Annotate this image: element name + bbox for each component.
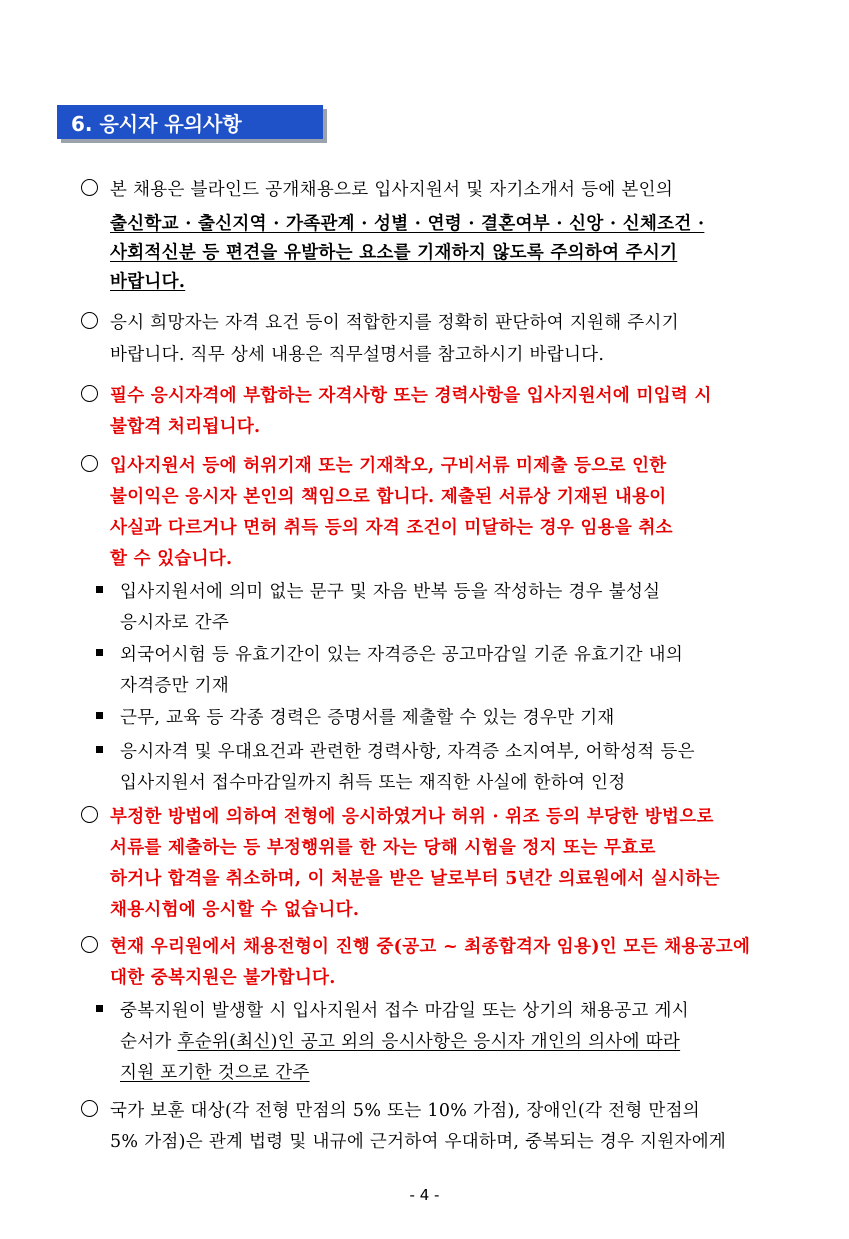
square-bullet-icon xyxy=(96,712,103,719)
text-line: 대한 중복지원은 불가합니다. xyxy=(110,968,336,988)
text-line: 불합격 처리됩니다. xyxy=(110,417,261,437)
section-heading xyxy=(57,105,323,139)
square-bullet-icon xyxy=(96,1005,103,1012)
text-segment-underlined: 후순위(최신)인 공고 외의 응시사항은 응시자 개인의 의사에 따라 xyxy=(177,1032,681,1052)
text-line: 중복지원이 발생할 시 입사지원서 접수 마감일 또는 상기의 채용공고 게시 xyxy=(120,1001,689,1021)
text-line: 할 수 있습니다. xyxy=(110,549,233,569)
text-segment: 순서가 xyxy=(120,1032,178,1052)
text-line: 사실과 다르거나 면허 취득 등의 자격 조건이 미달하는 경우 임용을 취소 xyxy=(110,518,673,538)
text-line: 국가 보훈 대상(각 전형 만점의 5% 또는 10% 가점), 장애인(각 전형 만점의 xyxy=(110,1101,701,1121)
text-line: 입사지원서에 의미 없는 문구 및 자음 반복 등을 작성하는 경우 불성실 xyxy=(120,582,661,602)
text-line: 5% 가점)은 관계 법령 및 내규에 근거하여 우대하며, 중복되는 경우 지원자에게 xyxy=(110,1132,727,1152)
text-line: 부정한 방법에 의하여 전형에 응시하였거나 허위 · 위조 등의 부당한 방법으로 xyxy=(110,807,714,827)
square-bullet-icon xyxy=(96,649,103,656)
text-line: 서류를 제출하는 등 부정행위를 한 자는 당해 시험을 정지 또는 무효로 xyxy=(110,838,656,858)
text-line xyxy=(120,1028,680,1053)
text-line: 불이익은 응시자 본인의 책임으로 합니다. 제출된 서류상 기재된 내용이 xyxy=(110,487,667,507)
text-line: 하거나 합격을 취소하며, 이 처분을 받은 날로부터 5년간 의료원에서 실시하는 xyxy=(110,869,720,889)
text-line: 응시 희망자는 자격 요건 등이 적합한지를 정확히 판단하여 지원해 주시기 xyxy=(110,313,679,333)
text-line: 필수 응시자격에 부합하는 자격사항 또는 경력사항을 입사지원서에 미입력 시 xyxy=(110,386,712,406)
text-line: 본 채용은 블라인드 공개채용으로 입사지원서 및 자기소개서 등에 본인의 xyxy=(110,180,674,200)
text-line: 출신학교 · 출신지역 · 가족관계 · 성별 · 연령 · 결혼여부 · 신앙 · 신체조건 · xyxy=(110,214,705,234)
text-line: 바랍니다. 직무 상세 내용은 직무설명서를 참고하시기 바랍니다. xyxy=(110,345,605,365)
circle-bullet-icon xyxy=(81,312,98,329)
circle-bullet-icon xyxy=(81,179,98,196)
text-line: 응시자격 및 우대요건과 관련한 경력사항, 자격증 소지여부, 어학성적 등은 xyxy=(120,742,695,762)
circle-bullet-icon xyxy=(81,455,98,472)
text-line: 입사지원서 접수마감일까지 취득 또는 재직한 사실에 한하여 인정 xyxy=(120,773,626,793)
circle-bullet-icon xyxy=(81,936,98,953)
text-line: 응시자로 간주 xyxy=(120,613,230,633)
text-line: 외국어시험 등 유효기간이 있는 자격증은 공고마감일 기준 유효기간 내의 xyxy=(120,645,684,665)
circle-bullet-icon xyxy=(81,385,98,402)
text-line: 입사지원서 등에 허위기재 또는 기재착오, 구비서류 미제출 등으로 인한 xyxy=(110,456,667,476)
text-line: 지원 포기한 것으로 간주 xyxy=(120,1063,310,1083)
text-line: 채용시험에 응시할 수 없습니다. xyxy=(110,900,360,920)
section-heading-text: 6. 응시자 유의사항 xyxy=(71,112,242,136)
square-bullet-icon xyxy=(96,586,103,593)
page-number: - 4 - xyxy=(409,1186,440,1204)
text-line: 현재 우리원에서 채용전형이 진행 중(공고 ~ 최종합격자 임용)인 모든 채용공고에 xyxy=(110,937,751,957)
text-line: 자격증만 기재 xyxy=(120,676,230,696)
text-line: 사회적신분 등 편견을 유발하는 요소를 기재하지 않도록 주의하여 주시기 xyxy=(110,243,678,263)
square-bullet-icon xyxy=(96,746,103,753)
circle-bullet-icon xyxy=(81,806,98,823)
text-line: 근무, 교육 등 각종 경력은 증명서를 제출할 수 있는 경우만 기재 xyxy=(120,708,615,728)
text-line: 바랍니다. xyxy=(110,272,186,292)
circle-bullet-icon xyxy=(81,1100,98,1117)
